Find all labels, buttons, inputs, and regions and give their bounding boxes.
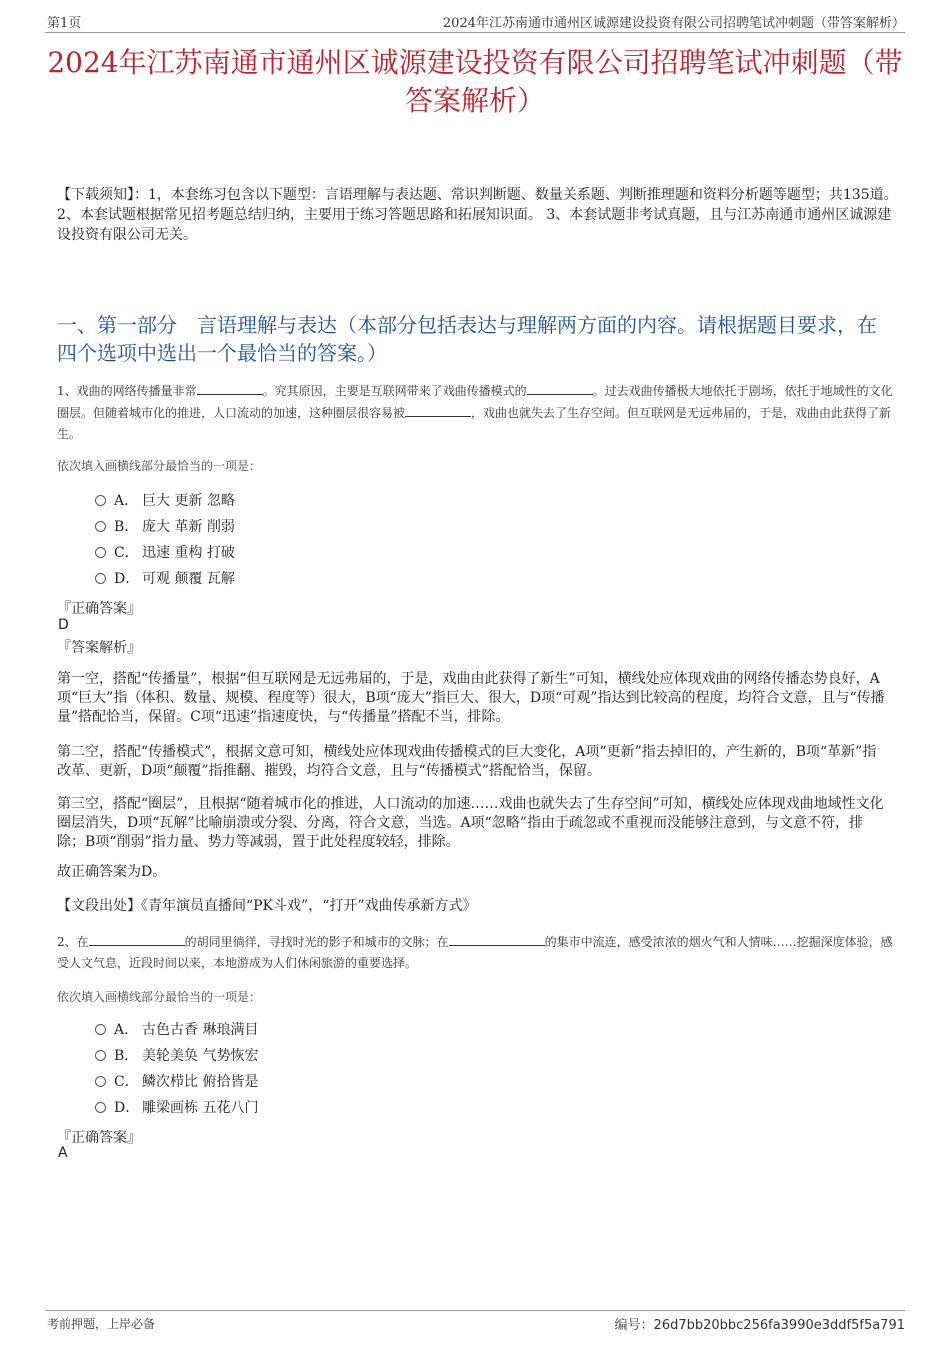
option-text: 可观 颠覆 瓦解 (142, 571, 235, 587)
option-text: 鳞次栉比 俯拾皆是 (142, 1074, 259, 1090)
download-notice: 【下载须知】：1，本套练习包含以下题型：言语理解与表达题、常识判断题、数量关系题、判断推理题和资料分析题等题型；共135道。 2、本套试题根据常见招考题总结归纳，主要用于练习答题思路和拓展知识面。 3、本套试题非考试真题，且与江苏南通市通州区诚源建设投资有限公司无关。 (57, 187, 898, 243)
footer-slogan: 考前押题，上岸必备 (47, 1317, 156, 1331)
option-letter: B． (114, 519, 139, 535)
q1-text-part-2: 。究其原因，主要是互联网带来了戏曲传播模式的 (262, 384, 527, 398)
q2-option-c[interactable] (95, 1071, 258, 1093)
q1-analysis-paragraph-3: 第三空，搭配“圈层”，且根据“随着城市化的推进，人口流动的加速……戏曲也就失去了生存空间”可知，横线处应体现戏曲地域性文化圈层消失，D项“瓦解”比喻崩溃或分裂、分离，符合文意，当选。A项“忽略”指由于疏忽或不重视而没能够注意到，与文意不符，排除；B项“削弱”指力量、势力等减弱，置于此处程度较轻，排除。 (57, 796, 884, 850)
q1-blank-3 (405, 402, 471, 417)
footer-divider (45, 1310, 905, 1311)
option-text: 雕梁画栋 五花八门 (142, 1100, 259, 1116)
q1-source: 【文段出处】《青年演员直播间“PK斗戏”，“打开”戏曲传承新方式》 (57, 898, 477, 914)
header-doc-title: 2024年江苏南通市通州区诚源建设投资有限公司招聘笔试冲刺题（带答案解析） (442, 16, 905, 31)
section-heading: 一、第一部分 言语理解与表达（本部分包括表达与理解两方面的内容。请根据题目要求，在四个选项中选出一个最恰当的答案。） (57, 313, 877, 365)
header-divider (45, 32, 905, 33)
page-number: 第1页 (47, 16, 82, 31)
q1-analysis-paragraph-2: 第二空，搭配“传播模式”，根据文意可知，横线处应体现戏曲传播模式的巨大变化，A项“更新”指去掉旧的，产生新的，B项“革新”指改革、更新，D项“颠覆”指推翻、摧毁，均符合文意，且与“传播模式”搭配恰当，保留。 (57, 744, 877, 779)
option-text: 古色古香 琳琅满目 (142, 1022, 259, 1038)
q1-text-part-3: 。过去戏曲传播极大地依托于剧场，依托于地域性的文化圈层。但随着城市化的推进，人口流动的加速，这种圈层很容易被 (57, 384, 893, 420)
q2-option-b[interactable] (95, 1045, 258, 1067)
question-1-text (57, 380, 900, 445)
q1-prompt: 依次填入画横线部分最恰当的一项是： (57, 459, 262, 473)
q2-answer: A (58, 1145, 68, 1161)
radio-icon[interactable] (95, 1050, 106, 1061)
footer-code-value: 26d7bb20bbc256fa3990e3ddf5f5a791 (653, 1318, 905, 1333)
radio-icon[interactable] (95, 1024, 106, 1035)
q2-option-a[interactable] (95, 1019, 258, 1041)
q1-analysis-label: 『答案解析』 (57, 640, 141, 656)
footer-code-label: 编号： (614, 1318, 654, 1333)
option-letter: A． (114, 1022, 139, 1038)
radio-icon[interactable] (95, 1102, 106, 1113)
option-letter: D． (114, 571, 140, 587)
q2-prompt: 依次填入画横线部分最恰当的一项是： (57, 990, 262, 1004)
radio-icon[interactable] (95, 521, 106, 532)
q1-blank-1 (197, 380, 263, 395)
q2-text-part-2: 的胡同里徜徉，寻找时光的影子和城市的文脉；在 (184, 935, 449, 949)
question-2-text (57, 931, 900, 974)
q1-option-a[interactable] (95, 490, 235, 512)
q1-answer-label: 『正确答案』 (57, 601, 141, 617)
page-title: 2024年江苏南通市通州区诚源建设投资有限公司招聘笔试冲刺题（带答案解析） (47, 46, 903, 117)
q2-blank-2 (449, 931, 545, 946)
q2-blank-1 (89, 931, 185, 946)
q1-text-part-1: 1、戏曲的网络传播量非常 (57, 384, 197, 398)
option-letter: D． (114, 1100, 140, 1116)
option-text: 巨大 更新 忽略 (142, 493, 235, 509)
option-letter: C． (114, 1074, 139, 1090)
q1-analysis-conclusion: 故正确答案为D。 (57, 864, 167, 880)
q2-answer-label: 『正确答案』 (57, 1130, 141, 1146)
q1-analysis-paragraph-1: 第一空，搭配“传播量”，根据“但互联网是无远弗届的，于是，戏曲由此获得了新生”可知，横线处应体现戏曲的网络传播态势良好，A项“巨大”指（体积、数量、规模、程度等）很大，B项“庞大”指巨大、很大，D项“可观”指达到比较高的程度，均符合文意，且与“传播量”搭配恰当，保留。C项“迅速”指速度快，与“传播量”搭配不当，排除。 (57, 671, 885, 725)
option-letter: A． (114, 493, 139, 509)
q1-option-d[interactable] (95, 568, 235, 590)
option-letter: C． (114, 545, 139, 561)
q2-option-d[interactable] (95, 1097, 258, 1119)
option-letter: B． (114, 1048, 139, 1064)
radio-icon[interactable] (95, 547, 106, 558)
option-text: 美轮美奂 气势恢宏 (142, 1048, 259, 1064)
q1-answer: D (58, 617, 69, 633)
q1-option-c[interactable] (95, 542, 235, 564)
q2-text-part-1: 2、在 (57, 935, 89, 949)
q1-blank-2 (527, 380, 593, 395)
footer-code (615, 1314, 905, 1333)
q2-text-part-3: 的集市中流连，感受浓浓的烟火气和人情味……挖掘深度体验，感受人文气息，近段时间以来，本地游成为人们休闲旅游的重要选择。 (57, 935, 893, 970)
option-text: 迅速 重构 打破 (142, 545, 235, 561)
option-text: 庞大 革新 削弱 (142, 519, 235, 535)
radio-icon[interactable] (95, 495, 106, 506)
q1-text-part-4: ，戏曲也就失去了生存空间。但互联网是无远弗届的，于是，戏曲由此获得了新生。 (57, 406, 892, 441)
radio-icon[interactable] (95, 1076, 106, 1087)
radio-icon[interactable] (95, 573, 106, 584)
q1-option-b[interactable] (95, 516, 235, 538)
